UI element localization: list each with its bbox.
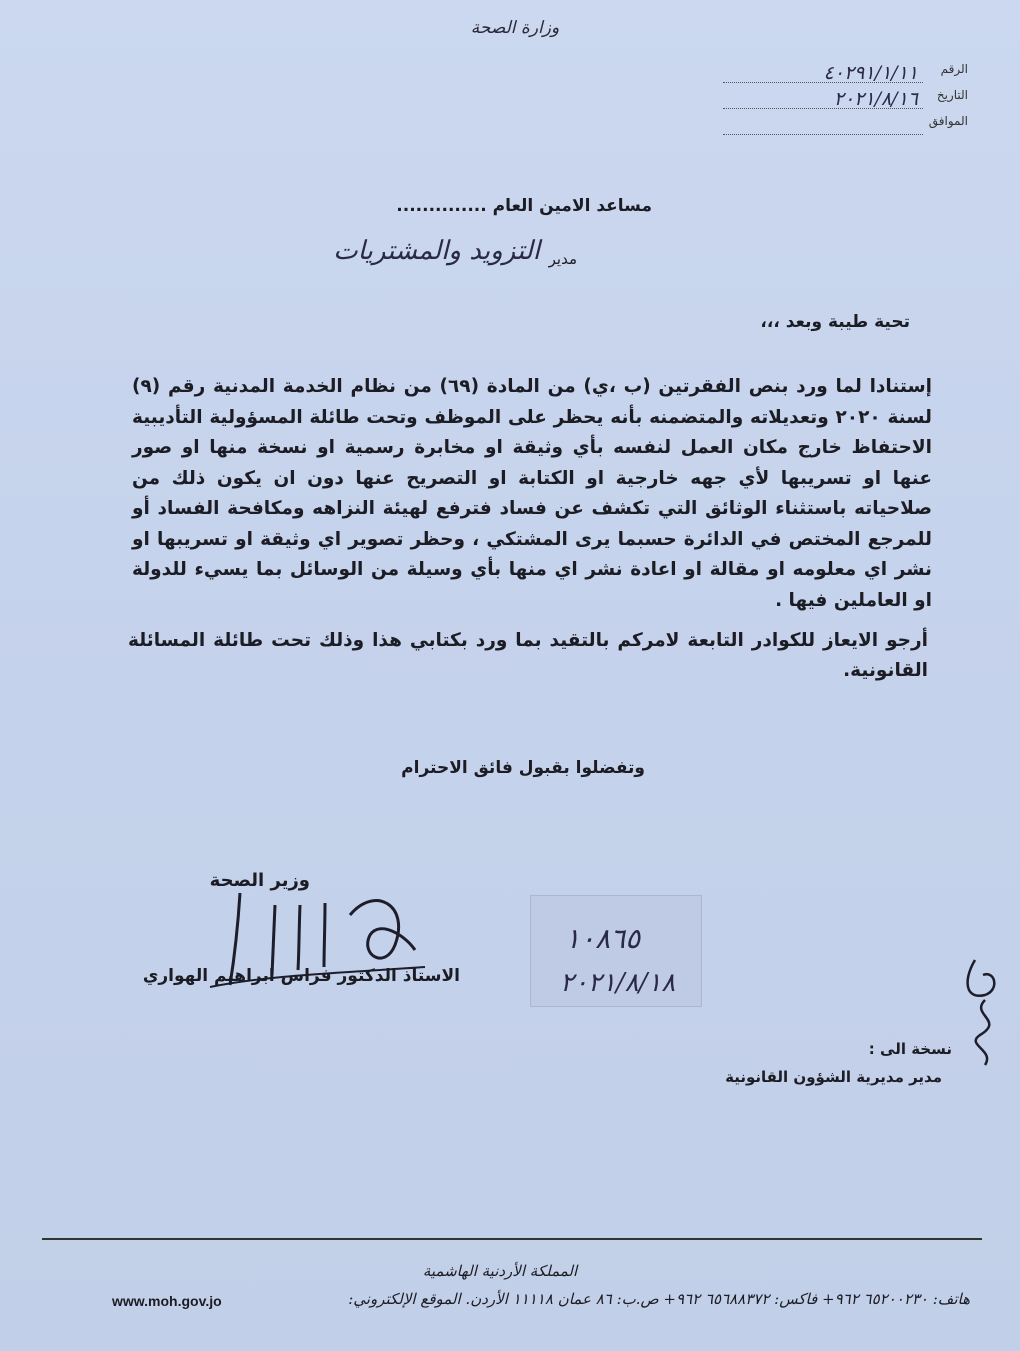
initials-mark bbox=[955, 950, 1010, 1070]
date-value: ٢٠٢١/٨/١٦ bbox=[833, 88, 918, 110]
footer-divider bbox=[42, 1238, 982, 1240]
addressee-line-1: مساعد الامين العام .............. bbox=[396, 196, 652, 216]
ref-number-value: ٤٠٢٩١/١/١١ bbox=[823, 62, 918, 84]
date-line bbox=[723, 108, 923, 109]
minister-title: وزير الصحة bbox=[209, 870, 310, 891]
corresponding-label: الموافق bbox=[928, 114, 968, 128]
footer-contact: هاتف: ٦٥٢٠٠٢٣٠ ٩٦٢+ فاكس: ٦٥٦٨٨٣٧٢ ٩٦٢+ ص.ب: ٨٦ عمان ١١١١٨ الأردن. الموقع الإلكتروني: bbox=[348, 1290, 970, 1308]
reference-block bbox=[668, 62, 968, 140]
body-paragraph-1: إستنادا لما ورد بنص الفقرتين (ب ،ي) من المادة (٦٩) من نظام الخدمة المدنية رقم (٩) لسنة ٢٠٢٠ وتعديلاته والمتضمنه بأنه يحظر على الموظف وتحت طائلة المسؤولية التأديبية الاحتفاظ خارج مكان العمل لنفسه بأي وثيقة او مخابرة رسمية او نسخة منها او صور عنها او تسريبها لأي جهه خارجية او الكتابة او التصريح عنها دون ان يكون ذلك من صلاحياته باستثناء الوثائق التي تكشف عن فساد فترفع لهيئة النزاهه ومكافحة الفساد أو للمرجع المختص في الدائرة حسبما يرى المشتكي ، وحظر تصوير اي وثيقة او تسريبها او نشر اي معلومه او مقالة او اعادة نشر اي منها بأي وسيلة من الوسائل بما يسيء للدولة او العاملين فيها . bbox=[132, 376, 933, 611]
copy-to-label: نسخة الى : bbox=[868, 1040, 952, 1058]
footer-website: www.moh.gov.jo bbox=[112, 1293, 222, 1309]
body-paragraph-2: أرجو الايعاز للكوادر التابعة لامركم بالتقيد بما ورد بكتابي هذا وذلك تحت طائلة المسائلة القانونية. bbox=[128, 630, 928, 681]
copy-to-recipient: مدير مديرية الشؤون القانونية bbox=[725, 1068, 942, 1086]
greeting: تحية طيبة وبعد ،،، bbox=[760, 312, 910, 332]
closing-line: وتفضلوا بقبول فائق الاحترام bbox=[401, 758, 645, 778]
addressee-line-2-handwritten: التزويد والمشتريات bbox=[333, 236, 540, 266]
ref-number-line bbox=[723, 82, 923, 83]
footer-kingdom: المملكة الأردنية الهاشمية bbox=[422, 1262, 578, 1280]
corresponding-line bbox=[723, 134, 923, 135]
stamp-number: ١٠٨٦٥ bbox=[565, 922, 641, 955]
ref-number-label: الرقم bbox=[940, 62, 968, 76]
minister-name: الاستاذ الدكتور فراس ابراهيم الهواري bbox=[142, 966, 460, 986]
date-label: التاريخ bbox=[936, 88, 968, 102]
addressee-line-2-prefix: مدير bbox=[548, 250, 577, 268]
stamp-date: ٢٠٢١/٨/١٨ bbox=[560, 968, 676, 998]
ministry-logo: وزارة الصحة bbox=[470, 18, 560, 38]
